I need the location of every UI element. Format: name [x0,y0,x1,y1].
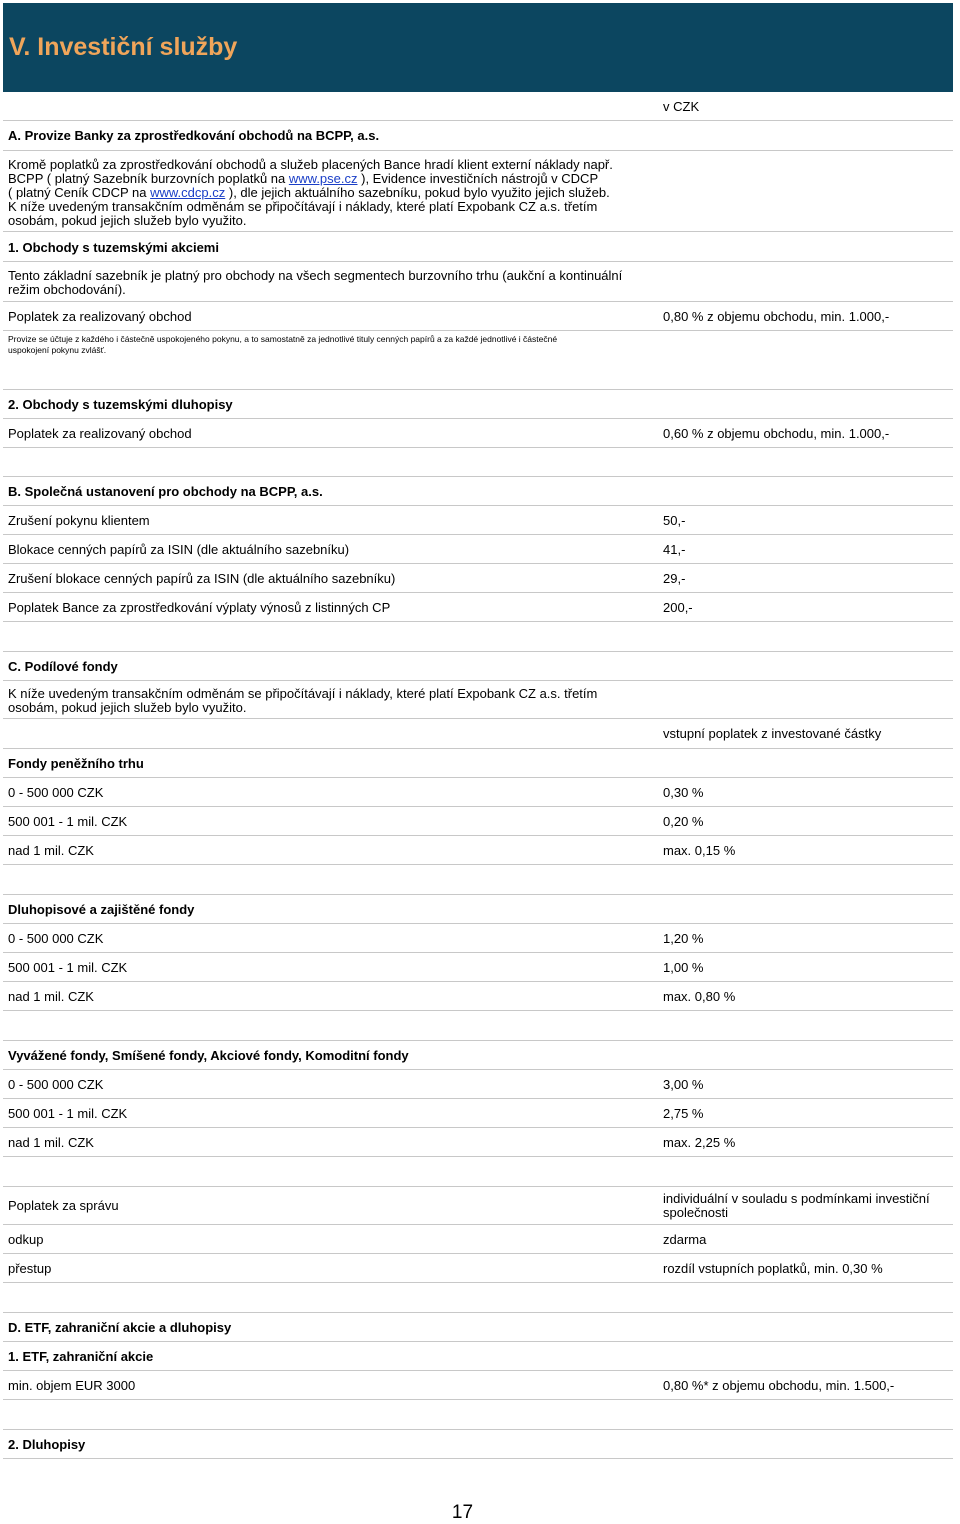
currency-note: v CZK [663,99,700,114]
tier-label: 500 001 - 1 mil. CZK [8,814,128,829]
tier-value: 1,20 % [663,931,704,946]
mgmt-fee-value-line-1: individuální v souladu s podmínkami investiční [663,1191,930,1206]
item-label: Poplatek Bance za zprostředkování výplaty výnosů z listinných CP [8,600,391,615]
intro-line-3: ( platný Ceník CDCP na www.cdcp.cz ), dle jejich aktuálního sazebníku, pokud bylo využito jejich služeb. [8,185,610,200]
tier-label: nad 1 mil. CZK [8,1135,94,1150]
switch-label: přestup [8,1261,52,1276]
column-header-row [3,719,953,749]
fund-group-title: Dluhopisové a zajištěné fondy [8,902,195,917]
section-b-item [3,564,953,593]
fund-tier-row [3,982,953,1011]
section-d-title: D. ETF, zahraniční akcie a dluhopisy [8,1320,232,1335]
tier-value: 3,00 % [663,1077,704,1092]
tier-value: 0,30 % [663,785,704,800]
section-a-intro [3,151,953,232]
item-label: Blokace cenných papírů za ISIN (dle aktuálního sazebníku) [8,542,350,557]
redeem-value: zdarma [663,1232,707,1247]
intro-line-4: K níže uvedeným transakčním odměnám se připočítávají i náklady, které platí Expobank CZ a.s. třetím [8,199,598,214]
tier-label: 0 - 500 000 CZK [8,931,104,946]
tier-label: 0 - 500 000 CZK [8,785,104,800]
intro-line-2: BCPP ( platný Sazebník burzovních poplatků na www.pse.cz ), Evidence investičních nástrojů v CDCP [8,171,599,186]
section-c-title: C. Podílové fondy [8,659,118,674]
intro-line-5: osobám, pokud jejich služeb bylo využito. [8,213,247,228]
mgmt-fee-row [3,1187,953,1225]
spacer-row [3,1283,953,1313]
spacer-row [3,1157,953,1187]
fund-tier-row [3,924,953,953]
switch-row [3,1254,953,1283]
sub1-fee-row [3,302,953,331]
section-d-title-row [3,1313,953,1342]
fund-tier-row [3,953,953,982]
spacer-row [3,361,953,390]
pse-link[interactable]: www.pse.cz [288,171,358,186]
sub1-desc-line-1: Tento základní sazebník je platný pro obchody na všech segmentech burzovního trhu (aukční a kontinuální [8,268,623,283]
sub1-note-line-1: Provize se účtuje z každého i částečně uspokojeného pokynu, a to samostatně za jednotlivé tituly cenných papírů a za každé jednotlivé i částečné [8,334,558,344]
fund-tier-row [3,1128,953,1157]
sub2-fee-row [3,419,953,448]
tier-value: 2,75 % [663,1106,704,1121]
spacer-row [3,1011,953,1041]
fund-group-title: Fondy peněžního trhu [8,756,144,771]
fund-tier-row [3,836,953,865]
section-a-title: A. Provize Banky za zprostředkování obchodů na BCPP, a.s. [8,128,380,143]
fee-value: 0,60 % z objemu obchodu, min. 1.000,- [663,426,890,441]
tier-value: 1,00 % [663,960,704,975]
spacer-row [3,622,953,652]
switch-value: rozdíl vstupních poplatků, min. 0,30 % [663,1261,883,1276]
tier-label: 500 001 - 1 mil. CZK [8,1106,128,1121]
redeem-row [3,1225,953,1254]
sub1-title: 1. Obchody s tuzemskými akciemi [8,240,219,255]
fund-group-title-row [3,895,953,924]
item-value: 41,- [663,542,686,557]
tier-label: 0 - 500 000 CZK [8,1077,104,1092]
mgmt-fee-label: Poplatek za správu [8,1198,119,1213]
spacer-row [3,865,953,895]
sub2-title: 2. Obchody s tuzemskými dluhopisy [8,397,233,412]
spacer-row [3,448,953,477]
spacer-row [3,1400,953,1430]
sub1-title-row [3,232,953,262]
page-number: 17 [451,1502,474,1523]
tier-value: max. 2,25 % [663,1135,736,1150]
fee-label: Poplatek za realizovaný obchod [8,309,192,324]
section-c-title-row [3,652,953,681]
section-b-item [3,506,953,535]
section-d-sub1-fee-row [3,1371,953,1400]
item-value: 50,- [663,513,686,528]
item-label: Zrušení pokynu klientem [8,513,150,528]
sub2-title-row [3,390,953,419]
section-b-item [3,535,953,564]
redeem-label: odkup [8,1232,44,1247]
intro-line-1: Kromě poplatků za zprostředkování obchodů a služeb placených Bance hradí klient externí náklady např. [8,157,613,172]
section-b-title: B. Společná ustanovení pro obchody na BCPP, a.s. [8,484,323,499]
cdcp-link[interactable]: www.cdcp.cz [150,185,226,200]
tier-label: nad 1 mil. CZK [8,843,94,858]
item-label: Zrušení blokace cenných papírů za ISIN (dle aktuálního sazebníku) [8,571,396,586]
page-title: V. Investiční služby [9,33,238,61]
fund-tier-row [3,1099,953,1128]
fund-tier-row [3,807,953,836]
tier-value: max. 0,15 % [663,843,736,858]
currency-row [3,93,953,121]
section-c-intro [3,681,953,719]
mgmt-fee-value-line-2: společnosti [663,1205,729,1220]
sub1-desc-row [3,262,953,302]
fund-tier-row [3,1070,953,1099]
sub1-note-line-2: uspokojení pokynu zvlášť. [8,345,107,355]
section-b-title-row [3,477,953,506]
section-d-sub2-title-row [3,1430,953,1459]
fee-label: min. objem EUR 3000 [8,1378,136,1393]
sub1-desc-line-2: režim obchodování). [8,282,126,297]
section-d-sub1-title-row [3,1342,953,1371]
intro-line-2: osobám, pokud jejich služeb bylo využito. [8,700,247,715]
section-b-item [3,593,953,622]
item-value: 29,- [663,571,686,586]
column-header: vstupní poplatek z investované částky [663,726,882,741]
tier-label: 500 001 - 1 mil. CZK [8,960,128,975]
fee-value: 0,80 %* z objemu obchodu, min. 1.500,- [663,1378,895,1393]
item-value: 200,- [663,600,693,615]
section-header [3,3,953,92]
tier-label: nad 1 mil. CZK [8,989,94,1004]
intro-line-1: K níže uvedeným transakčním odměnám se připočítávají i náklady, které platí Expobank CZ a.s. třetím [8,686,598,701]
fund-group-title-row [3,749,953,778]
sub1-note [3,331,953,361]
tier-value: max. 0,80 % [663,989,736,1004]
fund-tier-row [3,778,953,807]
section-d-sub1-title: 1. ETF, zahraniční akcie [8,1349,154,1364]
fee-label: Poplatek za realizovaný obchod [8,426,192,441]
fund-group-title-row [3,1041,953,1070]
fund-group-title: Vyvážené fondy, Smíšené fondy, Akciové fondy, Komoditní fondy [8,1048,409,1063]
section-a-title-row [3,121,953,151]
section-d-sub2-title: 2. Dluhopisy [8,1437,86,1452]
tier-value: 0,20 % [663,814,704,829]
fee-value: 0,80 % z objemu obchodu, min. 1.000,- [663,309,890,324]
